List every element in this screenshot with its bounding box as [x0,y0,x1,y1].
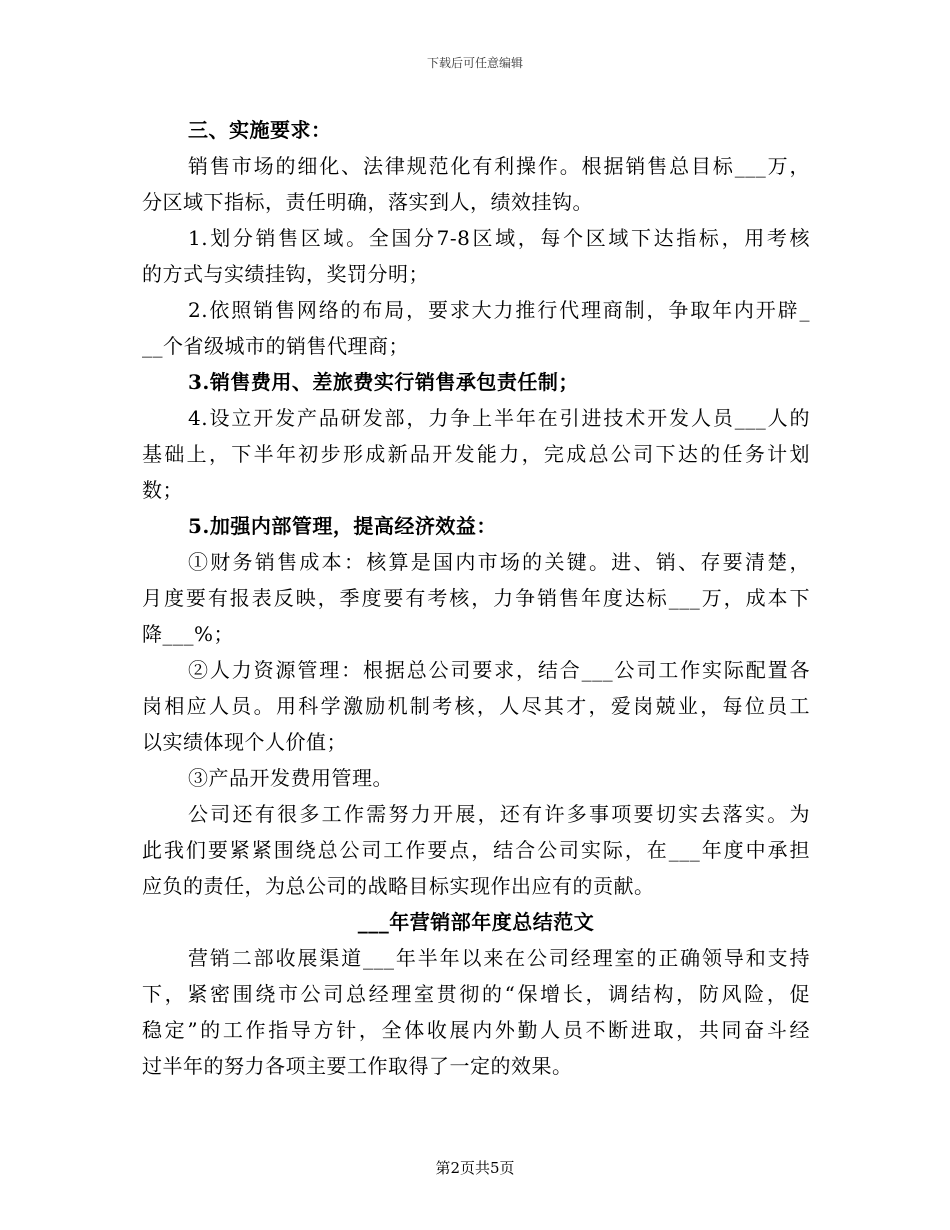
article-title: ___年营销部年度总结范文 [357,910,595,934]
bold-item: 5.加强内部管理，提高经济效益： [188,514,497,538]
paragraph-line: ②人力资源管理：根据总公司要求，结合___公司工作实际配置各 [188,658,810,682]
paragraph-line: 稳定”的工作指导方针，全体收展内外勤人员不断进取，共同奋斗经 [142,1018,810,1042]
paragraph-line: 2.依照销售网络的布局，要求大力推行代理商制，争取年内开辟_ [188,298,810,322]
paragraph-line: 月度要有报表反映，季度要有考核，力争销售年度达标___万，成本下 [142,586,810,610]
paragraph-line: 数； [142,478,183,502]
bold-item: 3.销售费用、差旅费实行销售承包责任制； [188,370,579,394]
paragraph-line: 过半年的努力各项主要工作取得了一定的效果。 [142,1054,573,1078]
paragraph-line: 营销二部收展渠道___年半年以来在公司经理室的正确领导和支持 [188,946,810,970]
paragraph-line: 下，紧密围绕市公司总经理室贯彻的“保增长，调结构，防风险，促 [142,982,810,1006]
paragraph-line: 基础上，下半年初步形成新品开发能力，完成总公司下达的任务计划 [142,442,810,466]
paragraph-line: 1.划分销售区域。全国分7-8区域，每个区域下达指标，用考核 [188,226,810,250]
paragraph-line: 分区域下指标，责任明确，落实到人，绩效挂钩。 [142,190,593,214]
paragraph-line: 的方式与实绩挂钩，奖罚分明； [142,262,429,286]
paragraph-line: 以实绩体现个人价值； [142,730,347,754]
paragraph-line: 岗相应人员。用科学激励机制考核，人尽其才，爱岗兢业，每位员工 [142,694,810,718]
paragraph-line: 公司还有很多工作需努力开展，还有许多事项要切实去落实。为 [188,802,810,826]
paragraph-line: ①财务销售成本：核算是国内市场的关键。进、销、存要清楚， [188,550,810,574]
page-header: 下载后可任意编辑 [426,56,523,70]
paragraph-line: 应负的责任，为总公司的战略目标实现作出应有的贡献。 [142,874,655,898]
page-footer: 第2页共5页 [435,1159,515,1177]
document-body [142,112,810,1084]
paragraph-line: 4.设立开发产品研发部，力争上半年在引进技术开发人员___人的 [188,406,810,430]
section-heading: 三、实施要求： [188,118,332,142]
paragraph-line: ③产品开发费用管理。 [188,766,393,790]
paragraph-line: 销售市场的细化、法律规范化有利操作。根据销售总目标___万， [188,154,810,178]
paragraph-line: 降___%； [142,622,235,646]
paragraph-line: 此我们要紧紧围绕总公司工作要点，结合公司实际，在___年度中承担 [142,838,810,862]
paragraph-line: __个省级城市的销售代理商； [142,334,409,358]
